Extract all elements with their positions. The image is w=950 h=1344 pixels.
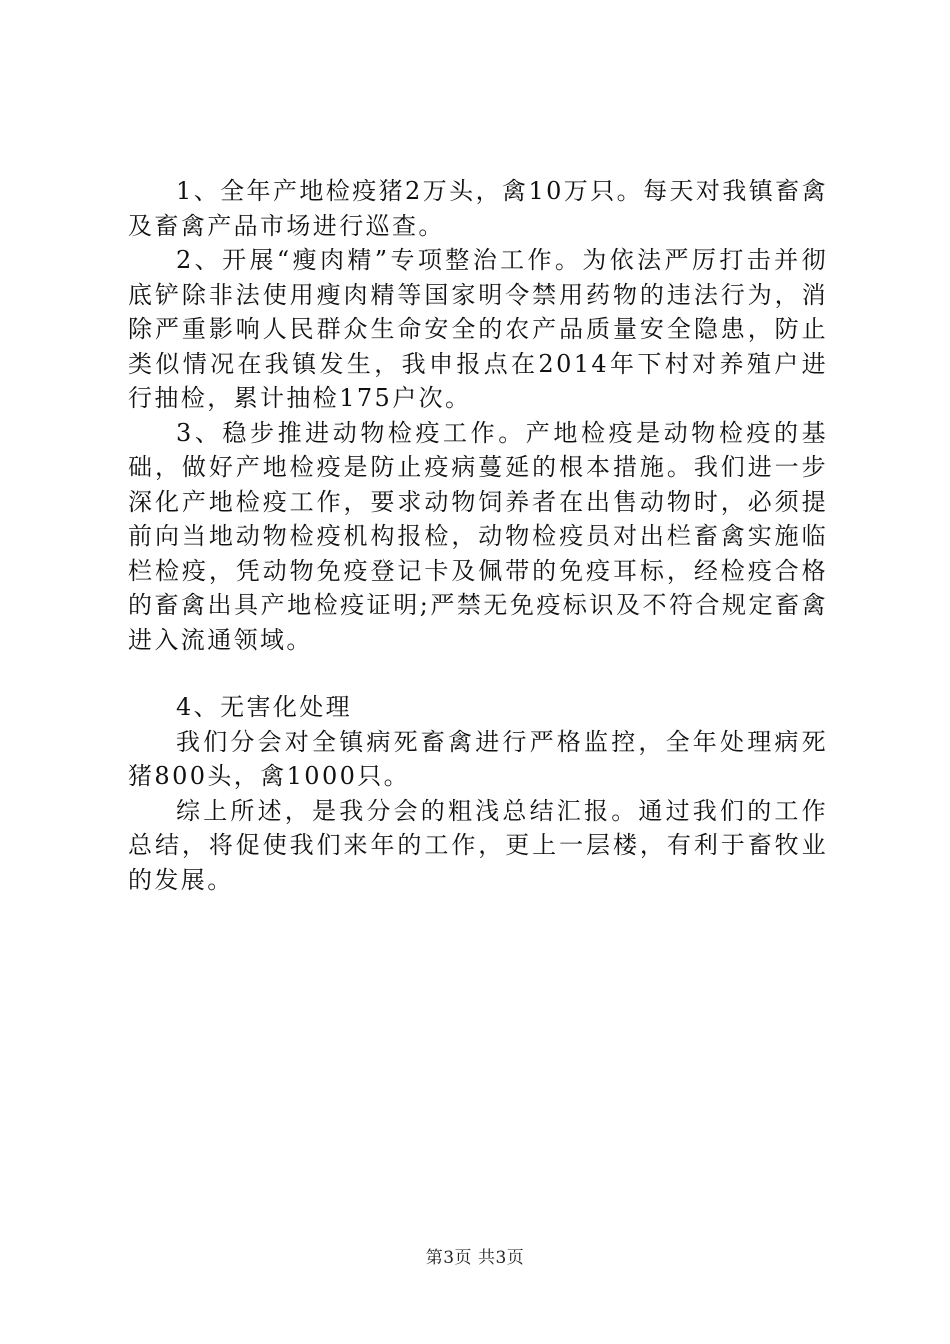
section-heading-harmless-treatment: 4、无害化处理 [176, 693, 353, 721]
paragraph-summary: 综上所述，是我分会的粗浅总结汇报。通过我们的工作总结，将促使我们来年的工作，更上一层楼，有利于畜牧业的发展。 [128, 796, 828, 894]
page-number-footer: 第3页 共3页 [425, 1248, 525, 1268]
document-body [128, 174, 828, 897]
paragraph-dead-livestock: 我们分会对全镇病死畜禽进行严格监控，全年处理病死猪800头，禽1000只。 [128, 727, 828, 790]
paragraph-quarantine-stats: 1、全年产地检疫猪2万头，禽10万只。每天对我镇畜禽及畜禽产品市场进行巡查。 [128, 177, 828, 240]
paragraph-clenbuterol-campaign: 2、开展“瘦肉精”专项整治工作。为依法严厉打击并彻底铲除非法使用瘦肉精等国家明令禁用药物的违法行为，消除严重影响人民群众生命安全的农产品质量安全隐患，防止类似情况在我镇发生，我申报点在2014年下村对养殖户进行抽检，累计抽检175户次。 [128, 246, 828, 412]
paragraph-animal-quarantine: 3、稳步推进动物检疫工作。产地检疫是动物检疫的基础，做好产地检疫是防止疫病蔓延的根本措施。我们进一步深化产地检疫工作，要求动物饲养者在出售动物时，必须提前向当地动物检疫机构报检，动物检疫员对出栏畜禽实施临栏检疫，凭动物免疫登记卡及佩带的免疫耳标，经检疫合格的畜禽出具产地检疫证明;严禁无免疫标识及不符合规定畜禽进入流通领域。 [128, 418, 828, 654]
